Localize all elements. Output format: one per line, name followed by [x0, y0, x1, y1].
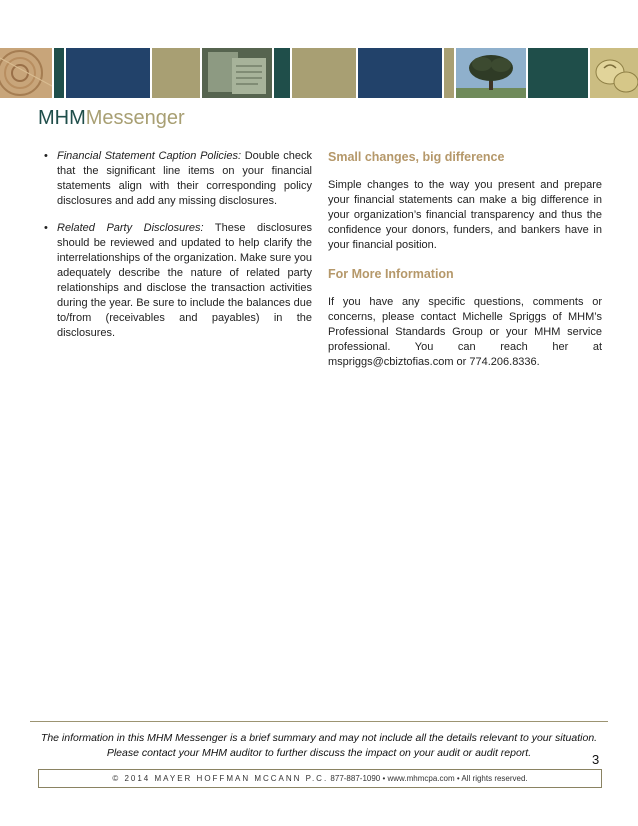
copyright-contact: 877-887-1090 • www.mhmcpa.com • All rights reserved.: [330, 774, 528, 783]
banner-tile-green-1: [54, 48, 64, 98]
banner-photo-tree: [456, 48, 526, 98]
banner-tile-green-3: [528, 48, 588, 98]
paragraph-more-info: If you have any specific questions, comments or concerns, please contact Michelle Spriggs of MHM’s Professional Standards Group or your MHM service professional. You can reach her at mspriggs@cbiztofias.com or 774.206.8336.: [328, 296, 602, 368]
coins-photo-icon: [590, 48, 638, 98]
paragraph-small-changes: Simple changes to the way you present and prepare your financial statements can make a big difference in your organization’s financial transparency and thus the confidence your donors, funders, and bankers have in your financial position.: [328, 179, 602, 251]
section-heading-small-changes: Small changes, big difference: [328, 150, 505, 164]
wood-grain-photo-icon: [0, 48, 52, 98]
footer-divider: [30, 721, 608, 722]
banner-tile-green-2: [274, 48, 290, 98]
title-messenger: Messenger: [85, 107, 185, 129]
banner-tile-khaki-1: [152, 48, 200, 98]
copyright-box: [38, 769, 602, 788]
documents-photo-icon: [202, 48, 272, 98]
tree-photo-icon: [456, 48, 526, 98]
section-heading-more-info: For More Information: [328, 267, 454, 281]
banner-photo-documents: [202, 48, 272, 98]
copyright-line: [39, 773, 601, 784]
banner-tile-khaki-3: [444, 48, 454, 98]
page-number: 3: [592, 752, 600, 767]
right-column: [328, 149, 602, 383]
title-mhm: MHM: [38, 107, 86, 129]
bullet-lead: Related Party Disclosures:: [57, 222, 204, 234]
disclaimer-line-1: The information in this MHM Messenger is a brief summary and may not include all the details relevant to your situation.: [40, 732, 598, 744]
copyright-firm: © 2014 MAYER HOFFMAN MCCANN P.C.: [112, 774, 329, 783]
banner-tile-navy-1: [66, 48, 150, 98]
disclaimer-note: [30, 731, 608, 761]
banner-photo-coins: [590, 48, 638, 98]
bullet-marker: •: [44, 150, 48, 162]
bullet-caption-policies: [44, 149, 312, 209]
newsletter-title: [38, 106, 185, 130]
bullet-text: Double check that the significant line items on your financial statements align with their corresponding policy disclosures and add any missing disclosures.: [57, 150, 312, 207]
left-column: [44, 149, 312, 353]
bullet-text: These disclosures should be reviewed and updated to help clarify the interrelationships of the organization. Make sure you adequately describe the nature of related party relationships and disclose the transaction activities during the year. Be sure to include the balances due to/from (receivables and payables) in the disclosures.: [57, 222, 312, 339]
banner-tile-khaki-2: [292, 48, 356, 98]
banner-photo-wood: [0, 48, 52, 98]
disclaimer-line-2: Please contact your MHM auditor to further discuss the impact on your audit or audit report.: [106, 747, 532, 759]
bullet-marker: •: [44, 222, 48, 234]
header-banner: [0, 48, 638, 98]
banner-tile-navy-2: [358, 48, 442, 98]
bullet-lead: Financial Statement Caption Policies:: [57, 150, 242, 162]
bullet-related-party: [44, 221, 312, 341]
